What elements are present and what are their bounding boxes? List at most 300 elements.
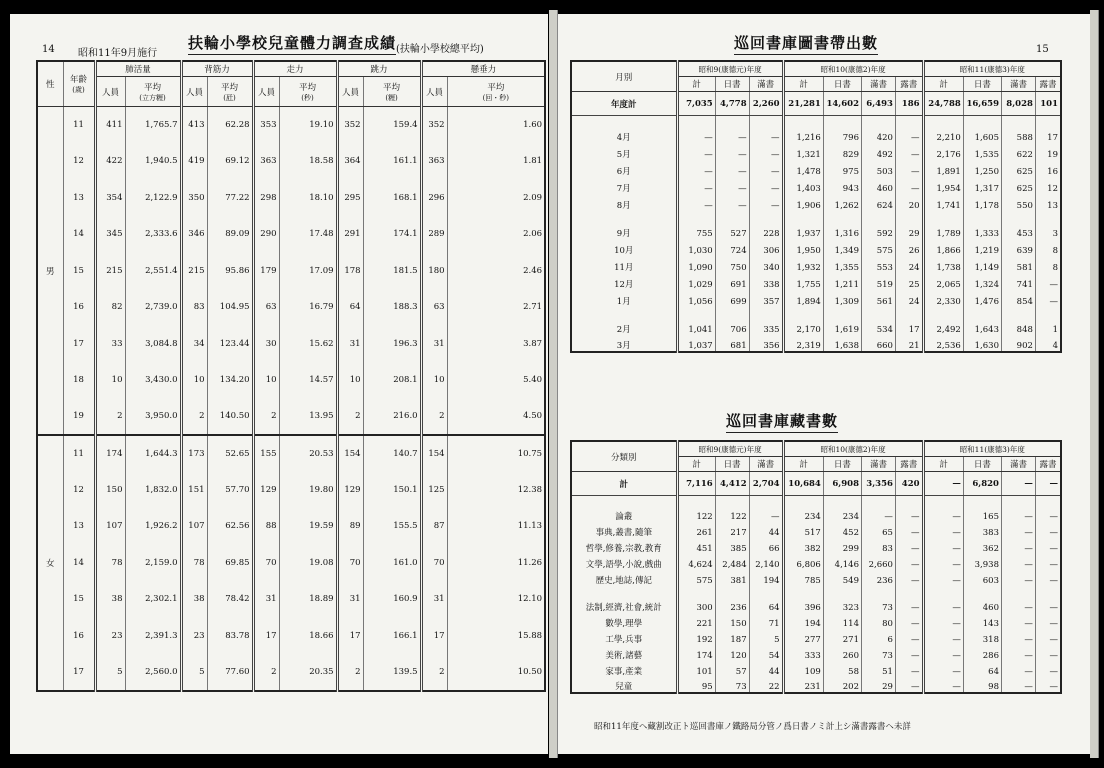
value-cell: 1 — [1035, 307, 1061, 335]
table-row — [37, 545, 545, 582]
count-header: 人員 — [337, 77, 363, 107]
subcol-header: 滿書 — [862, 77, 896, 92]
count-cell: 345 — [95, 216, 125, 253]
row-label: 5月 — [571, 143, 677, 160]
avg-cell: 1,832.0 — [125, 472, 181, 509]
row-label: 年度計 — [571, 92, 677, 116]
count-cell: 411 — [95, 107, 125, 144]
value-cell: 2,170 — [783, 307, 823, 335]
value-cell: 114 — [823, 613, 861, 629]
avg-cell: 181.5 — [363, 253, 421, 290]
value-cell: — — [1001, 538, 1035, 554]
subcol-header: 露書 — [1035, 77, 1061, 92]
value-cell: 335 — [749, 307, 783, 335]
row-label: 10月 — [571, 239, 677, 256]
value-cell: 943 — [823, 177, 861, 194]
subcol-header: 露書 — [895, 457, 923, 472]
value-cell: — — [1035, 677, 1061, 693]
page-number: 14 — [42, 44, 55, 55]
left-page — [10, 14, 548, 754]
age-cell: 13 — [63, 180, 95, 217]
group-header: 肺活量 — [95, 61, 181, 77]
count-cell: 298 — [253, 180, 279, 217]
value-cell: 588 — [1001, 116, 1035, 143]
age-cell: 18 — [63, 362, 95, 399]
value-cell: 2,536 — [923, 335, 963, 352]
avg-cell: 62.28 — [207, 107, 253, 144]
value-cell: — — [1035, 661, 1061, 677]
value-cell: 755 — [677, 211, 715, 239]
age-cell: 15 — [63, 581, 95, 618]
value-cell: 785 — [783, 570, 823, 586]
value-cell: — — [1001, 677, 1035, 693]
avg-cell: 12.10 — [447, 581, 545, 618]
avg-cell: 11.13 — [447, 508, 545, 545]
avg-cell: 19.08 — [279, 545, 337, 582]
value-cell: — — [677, 143, 715, 160]
value-cell: 639 — [1001, 239, 1035, 256]
count-cell: 2 — [95, 399, 125, 436]
value-cell: 150 — [715, 613, 749, 629]
value-cell: 691 — [715, 273, 749, 290]
count-cell: 295 — [337, 180, 363, 217]
value-cell: — — [895, 538, 923, 554]
value-cell: — — [715, 160, 749, 177]
group-header: 走力 — [253, 61, 337, 77]
right-page-stack-edge — [1090, 10, 1099, 758]
value-cell: — — [923, 661, 963, 677]
value-cell: 1,954 — [923, 177, 963, 194]
count-cell: 129 — [337, 472, 363, 509]
value-cell: — — [923, 586, 963, 613]
value-cell: — — [923, 522, 963, 538]
value-cell: 625 — [1001, 160, 1035, 177]
value-cell: 2,330 — [923, 290, 963, 307]
value-cell: 1,317 — [963, 177, 1001, 194]
value-cell: 22 — [749, 677, 783, 693]
value-cell: 98 — [963, 677, 1001, 693]
value-cell: 581 — [1001, 256, 1035, 273]
table-row — [37, 216, 545, 253]
value-cell: 73 — [862, 586, 896, 613]
value-cell: 603 — [963, 570, 1001, 586]
holdings-table — [570, 440, 1062, 694]
value-cell: 2,492 — [923, 307, 963, 335]
value-cell: 2,176 — [923, 143, 963, 160]
value-cell: 234 — [783, 496, 823, 522]
value-cell: 58 — [823, 661, 861, 677]
total-row — [571, 472, 1061, 496]
avg-cell: 18.58 — [279, 143, 337, 180]
value-cell: 16,659 — [963, 92, 1001, 116]
value-cell: 7,035 — [677, 92, 715, 116]
count-cell: 154 — [337, 435, 363, 472]
value-cell: 323 — [823, 586, 861, 613]
avg-cell: 2,333.6 — [125, 216, 181, 253]
value-cell: — — [895, 522, 923, 538]
value-cell: 6,820 — [963, 472, 1001, 496]
value-cell: 452 — [823, 522, 861, 538]
value-cell: — — [895, 586, 923, 613]
value-cell: — — [715, 143, 749, 160]
age-cell: 16 — [63, 618, 95, 655]
subcol-header: 日書 — [963, 457, 1001, 472]
value-cell: 534 — [862, 307, 896, 335]
count-cell: 129 — [253, 472, 279, 509]
fitness-table — [36, 60, 546, 692]
count-cell: 78 — [181, 545, 207, 582]
class-header: 分類別 — [571, 441, 677, 472]
value-cell: 1,211 — [823, 273, 861, 290]
avg-cell: 57.70 — [207, 472, 253, 509]
value-cell: 829 — [823, 143, 861, 160]
value-cell: 8 — [1035, 239, 1061, 256]
value-cell: 24 — [895, 256, 923, 273]
year-header: 昭和10(康德2)年度 — [783, 441, 923, 457]
count-cell: 289 — [421, 216, 447, 253]
value-cell: 8,028 — [1001, 92, 1035, 116]
count-cell: 291 — [337, 216, 363, 253]
value-cell: 2,319 — [783, 335, 823, 352]
subcol-header: 露書 — [895, 77, 923, 92]
avg-cell: 19.80 — [279, 472, 337, 509]
value-cell: 202 — [823, 677, 861, 693]
avg-cell: 3.87 — [447, 326, 545, 363]
table-row — [571, 629, 1061, 645]
value-cell: — — [923, 677, 963, 693]
value-cell: — — [923, 629, 963, 645]
count-cell: 89 — [337, 508, 363, 545]
value-cell: 4 — [1035, 335, 1061, 352]
value-cell: 699 — [715, 290, 749, 307]
value-cell: 54 — [749, 645, 783, 661]
avg-cell: 10.75 — [447, 435, 545, 472]
row-label: 文學,語學,小說,戲曲 — [571, 554, 677, 570]
count-cell: 363 — [421, 143, 447, 180]
value-cell: — — [677, 116, 715, 143]
value-cell: 527 — [715, 211, 749, 239]
subcol-header: 滿書 — [749, 457, 783, 472]
value-cell: 299 — [823, 538, 861, 554]
value-cell: — — [862, 496, 896, 522]
table-row — [571, 661, 1061, 677]
value-cell: 382 — [783, 538, 823, 554]
value-cell: — — [749, 160, 783, 177]
age-cell: 13 — [63, 508, 95, 545]
count-cell: 422 — [95, 143, 125, 180]
value-cell: 575 — [862, 239, 896, 256]
count-cell: 180 — [421, 253, 447, 290]
count-cell: 33 — [95, 326, 125, 363]
count-cell: 63 — [421, 289, 447, 326]
row-label: 1月 — [571, 290, 677, 307]
avg-header: 平均 (回・秒) — [447, 77, 545, 107]
count-cell: 87 — [421, 508, 447, 545]
value-cell: — — [895, 661, 923, 677]
count-cell: 17 — [421, 618, 447, 655]
table-row — [571, 211, 1061, 239]
value-cell: 143 — [963, 613, 1001, 629]
avg-cell: 19.59 — [279, 508, 337, 545]
count-cell: 2 — [253, 399, 279, 436]
sex-cell: 女 — [37, 435, 63, 691]
value-cell: — — [749, 143, 783, 160]
count-cell: 2 — [421, 399, 447, 436]
value-cell: 6,908 — [823, 472, 861, 496]
age-cell: 11 — [63, 107, 95, 144]
age-cell: 19 — [63, 399, 95, 436]
table-row — [37, 180, 545, 217]
value-cell: 453 — [1001, 211, 1035, 239]
value-cell: 73 — [715, 677, 749, 693]
value-cell: 340 — [749, 256, 783, 273]
value-cell: 221 — [677, 613, 715, 629]
value-cell: 29 — [862, 677, 896, 693]
value-cell: 165 — [963, 496, 1001, 522]
avg-cell: 2.06 — [447, 216, 545, 253]
count-cell: 83 — [181, 289, 207, 326]
value-cell: 1,630 — [963, 335, 1001, 352]
value-cell: 271 — [823, 629, 861, 645]
count-cell: 38 — [181, 581, 207, 618]
loans-table — [570, 60, 1062, 353]
value-cell: — — [895, 143, 923, 160]
value-cell: — — [895, 116, 923, 143]
value-cell: — — [1001, 554, 1035, 570]
subcol-header: 露書 — [1035, 457, 1061, 472]
value-cell: — — [1001, 645, 1035, 661]
subcol-header: 日書 — [715, 77, 749, 92]
value-cell: 4,778 — [715, 92, 749, 116]
value-cell: 1,906 — [783, 194, 823, 211]
count-cell: 2 — [337, 654, 363, 691]
value-cell: 1,605 — [963, 116, 1001, 143]
value-cell: — — [895, 570, 923, 586]
value-cell: — — [895, 160, 923, 177]
row-label: 4月 — [571, 116, 677, 143]
value-cell: 1,349 — [823, 239, 861, 256]
value-cell: 95 — [677, 677, 715, 693]
avg-cell: 1,940.5 — [125, 143, 181, 180]
table-row — [571, 256, 1061, 273]
row-label: 8月 — [571, 194, 677, 211]
value-cell: 460 — [862, 177, 896, 194]
value-cell: 1,755 — [783, 273, 823, 290]
value-cell: 4,146 — [823, 554, 861, 570]
value-cell: 80 — [862, 613, 896, 629]
value-cell: — — [1035, 472, 1061, 496]
value-cell: — — [1035, 629, 1061, 645]
value-cell: 5 — [749, 629, 783, 645]
value-cell: 575 — [677, 570, 715, 586]
count-cell: 5 — [181, 654, 207, 691]
value-cell: 2,660 — [862, 554, 896, 570]
value-cell: 975 — [823, 160, 861, 177]
avg-cell: 83.78 — [207, 618, 253, 655]
avg-cell: 78.42 — [207, 581, 253, 618]
avg-cell: 17.09 — [279, 253, 337, 290]
year-header: 昭和11(康德3)年度 — [923, 61, 1061, 77]
avg-cell: 16.79 — [279, 289, 337, 326]
value-cell: 451 — [677, 538, 715, 554]
count-cell: 363 — [253, 143, 279, 180]
value-cell: 29 — [895, 211, 923, 239]
value-cell: 71 — [749, 613, 783, 629]
avg-cell: 216.0 — [363, 399, 421, 436]
row-label: 哲學,修養,宗教,教育 — [571, 538, 677, 554]
count-cell: 290 — [253, 216, 279, 253]
table-row — [37, 581, 545, 618]
count-cell: 31 — [253, 581, 279, 618]
count-cell: 151 — [181, 472, 207, 509]
value-cell: 192 — [677, 629, 715, 645]
value-cell: 420 — [895, 472, 923, 496]
value-cell: 625 — [1001, 177, 1035, 194]
table-row — [37, 618, 545, 655]
value-cell: — — [1035, 645, 1061, 661]
value-cell: 3,356 — [862, 472, 896, 496]
subcol-header: 日書 — [715, 457, 749, 472]
value-cell: 550 — [1001, 194, 1035, 211]
count-cell: 5 — [95, 654, 125, 691]
row-label: 事典,叢書,隨筆 — [571, 522, 677, 538]
age-cell: 17 — [63, 326, 95, 363]
value-cell: 549 — [823, 570, 861, 586]
subcol-header: 計 — [923, 77, 963, 92]
value-cell: — — [749, 177, 783, 194]
count-cell: 107 — [181, 508, 207, 545]
avg-cell: 4.50 — [447, 399, 545, 436]
right-page — [558, 14, 1090, 754]
avg-cell: 12.38 — [447, 472, 545, 509]
row-label: 2月 — [571, 307, 677, 335]
count-cell: 31 — [421, 581, 447, 618]
avg-cell: 69.12 — [207, 143, 253, 180]
avg-cell: 1.81 — [447, 143, 545, 180]
value-cell: — — [1035, 570, 1061, 586]
avg-cell: 2,122.9 — [125, 180, 181, 217]
count-cell: 125 — [421, 472, 447, 509]
value-cell: 10,684 — [783, 472, 823, 496]
row-label: 6月 — [571, 160, 677, 177]
value-cell: — — [1001, 586, 1035, 613]
value-cell: 194 — [749, 570, 783, 586]
sex-cell: 男 — [37, 107, 63, 436]
value-cell: 622 — [1001, 143, 1035, 160]
avg-cell: 2,159.0 — [125, 545, 181, 582]
table-row — [571, 496, 1061, 522]
value-cell: 277 — [783, 629, 823, 645]
value-cell: 338 — [749, 273, 783, 290]
count-cell: 2 — [181, 399, 207, 436]
value-cell: 1,741 — [923, 194, 963, 211]
value-cell: 553 — [862, 256, 896, 273]
value-cell: — — [895, 554, 923, 570]
value-cell: 261 — [677, 522, 715, 538]
table-row — [37, 399, 545, 436]
value-cell: 17 — [895, 307, 923, 335]
value-cell: 741 — [1001, 273, 1035, 290]
avg-cell: 14.57 — [279, 362, 337, 399]
count-cell: 364 — [337, 143, 363, 180]
avg-cell: 10.50 — [447, 654, 545, 691]
count-cell: 64 — [337, 289, 363, 326]
table-row — [571, 677, 1061, 693]
table-row — [571, 290, 1061, 307]
value-cell: 1,041 — [677, 307, 715, 335]
value-cell: 101 — [677, 661, 715, 677]
value-cell: — — [923, 538, 963, 554]
value-cell: 21 — [895, 335, 923, 352]
subcol-header: 計 — [783, 77, 823, 92]
subcol-header: 滿書 — [1001, 77, 1035, 92]
table-row — [571, 143, 1061, 160]
avg-cell: 134.20 — [207, 362, 253, 399]
count-cell: 70 — [337, 545, 363, 582]
value-cell: 217 — [715, 522, 749, 538]
value-cell: 1,216 — [783, 116, 823, 143]
value-cell: 1,403 — [783, 177, 823, 194]
avg-cell: 20.35 — [279, 654, 337, 691]
value-cell: — — [1001, 661, 1035, 677]
value-cell: 362 — [963, 538, 1001, 554]
value-cell: 460 — [963, 586, 1001, 613]
value-cell: 517 — [783, 522, 823, 538]
value-cell: — — [1035, 522, 1061, 538]
avg-cell: 17.48 — [279, 216, 337, 253]
table-row — [37, 107, 545, 144]
page-subtitle: (扶輪小學校總平均) — [396, 44, 484, 55]
value-cell: 231 — [783, 677, 823, 693]
avg-cell: 2.09 — [447, 180, 545, 217]
value-cell: 12 — [1035, 177, 1061, 194]
avg-cell: 52.65 — [207, 435, 253, 472]
count-cell: 154 — [421, 435, 447, 472]
value-cell: — — [1035, 273, 1061, 290]
subcol-header: 計 — [677, 77, 715, 92]
avg-cell: 2,739.0 — [125, 289, 181, 326]
subcol-header: 計 — [783, 457, 823, 472]
avg-cell: 19.10 — [279, 107, 337, 144]
value-cell: 1,219 — [963, 239, 1001, 256]
value-cell: — — [677, 194, 715, 211]
count-cell: 346 — [181, 216, 207, 253]
subcol-header: 滿書 — [1001, 457, 1035, 472]
count-cell: 63 — [253, 289, 279, 326]
group-header: 懸垂力 — [421, 61, 545, 77]
value-cell: 2,140 — [749, 554, 783, 570]
avg-cell: 1,644.3 — [125, 435, 181, 472]
value-cell: 187 — [715, 629, 749, 645]
value-cell: 6,806 — [783, 554, 823, 570]
value-cell: — — [749, 194, 783, 211]
value-cell: 6 — [862, 629, 896, 645]
avg-cell: 89.09 — [207, 216, 253, 253]
value-cell: 1,476 — [963, 290, 1001, 307]
count-cell: 179 — [253, 253, 279, 290]
value-cell: 624 — [862, 194, 896, 211]
group-header: 跳力 — [337, 61, 421, 77]
total-row — [571, 92, 1061, 116]
count-cell: 174 — [95, 435, 125, 472]
age-cell: 17 — [63, 654, 95, 691]
value-cell: — — [895, 645, 923, 661]
table-row — [37, 143, 545, 180]
table-row — [571, 273, 1061, 290]
value-cell: 1,355 — [823, 256, 861, 273]
value-cell: 902 — [1001, 335, 1035, 352]
avg-cell: 11.26 — [447, 545, 545, 582]
